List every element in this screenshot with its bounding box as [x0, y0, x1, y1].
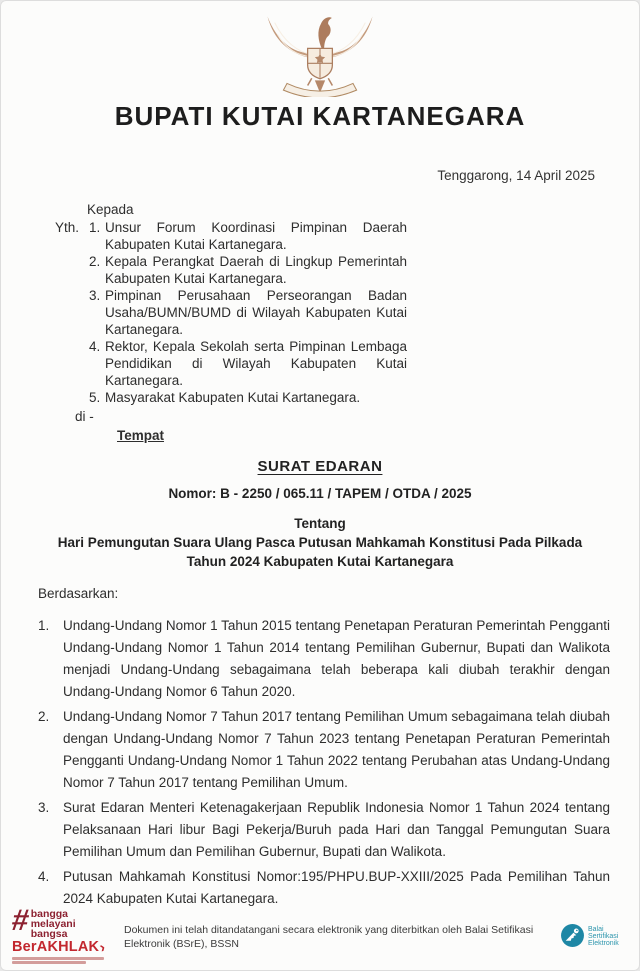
recipient-item — [89, 253, 407, 287]
recipient-number: 4. — [89, 339, 101, 354]
garuda-pancasila-emblem-icon — [253, 8, 387, 97]
recipient-item — [89, 389, 407, 406]
doc-type-title: SURAT EDARAN — [257, 458, 383, 475]
addressee-row — [55, 219, 407, 406]
body-block — [38, 585, 610, 910]
logo-word: melayani — [30, 918, 76, 930]
recipient-number: 5. — [89, 390, 101, 405]
recipient-item — [89, 219, 407, 253]
recipient-number: 2. — [89, 254, 101, 269]
recipient-number: 3. — [89, 288, 101, 303]
recipient-text: Unsur Forum Koordinasi Pimpinan Daerah Kabupaten Kutai Kartanegara. — [105, 220, 407, 252]
tempat-label: Tempat — [117, 428, 165, 443]
legal-item — [38, 797, 610, 863]
legal-item — [38, 615, 610, 703]
recipient-item — [89, 287, 407, 338]
doc-number: Nomor: B - 2250 / 065.11 / TAPEM / OTDA / 2025 — [168, 486, 472, 501]
letterhead-title: BUPATI KUTAI KARTANEGARA — [114, 101, 526, 131]
legal-item-number: 2. — [38, 709, 50, 724]
logo-word: bangga — [30, 908, 69, 920]
legal-item — [38, 866, 610, 910]
legal-item-number: 3. — [38, 800, 50, 815]
chevron-arrow-icon: › — [97, 938, 108, 956]
bsre-seal-icon — [560, 923, 585, 951]
legal-item — [38, 706, 610, 794]
legal-item-text: Putusan Mahkamah Konstitusi Nomor:195/PHPU.BUP-XXIII/2025 Pada Pemilihan Tahun 2024 Kabupaten Kutai Kartanegara. — [63, 869, 610, 906]
addressee-block — [55, 201, 407, 444]
berakhlak-tagline — [12, 957, 114, 964]
bsre-logo — [560, 923, 632, 951]
kepada-label: Kepada — [87, 202, 134, 217]
dateline: Tenggarong, 14 April 2025 — [437, 168, 595, 183]
footer — [9, 904, 632, 965]
logo-word: bangsa — [30, 928, 68, 940]
bangga-melayani-bangsa-logo — [9, 904, 114, 940]
legal-item-text: Surat Edaran Menteri Ketenagakerjaan Republik Indonesia Nomor 1 Tahun 2024 tentang Pelaksanaan Hari libur Bagi Pekerja/Buruh pada Hari dan Tanggal Pemungutan Suara Pemilihan Umum dan Pemilihan Gubernur, Bupati dan Walikota. — [63, 800, 610, 859]
legal-item-number: 4. — [38, 869, 50, 884]
title-block — [0, 458, 640, 571]
letterhead — [0, 0, 640, 130]
legal-item-text: Undang-Undang Nomor 1 Tahun 2015 tentang Penetapan Peraturan Pemerintah Pengganti Undang-Undang Nomor 1 Tahun 2014 tentang Pemilihan Gubernur, Bupati dan Walikota menjadi Undang-Undang sebagaimana telah beberapa kali diubah terakhir dengan Undang-Undang Nomor 6 Tahun 2020. — [63, 618, 610, 699]
recipient-text: Kepala Perangkat Daerah di Lingkup Pemerintah Kabupaten Kutai Kartanegara. — [105, 254, 407, 286]
bsre-label: Balai Sertifikasi Elektronik — [588, 926, 619, 947]
recipient-item — [89, 338, 407, 389]
recipient-text: Rektor, Kepala Sekolah serta Pimpinan Lembaga Pendidikan di Wilayah Kabupaten Kutai Kartanegara. — [105, 339, 407, 388]
tentang-label: Tentang — [294, 516, 346, 531]
legal-item-text: Undang-Undang Nomor 7 Tahun 2017 tentang Pemilihan Umum sebagaimana telah diubah dengan Undang-Undang Nomor 7 Tahun 2023 tentang Penetapan Peraturan Pemerintah Pengganti Undang-Undang Nomor 1 Tahun 2022 tentang Perubahan atas Undang-Undang Nomor 7 Tahun 2017 tentang Pemilihan Umum. — [63, 709, 610, 790]
hashtag-icon: # — [9, 904, 32, 937]
body-lead: Berdasarkan: — [38, 586, 119, 601]
recipient-text: Pimpinan Perusahaan Perseorangan Badan Usaha/BUMN/BUMD di Wilayah Kabupaten Kutai Kartanegara. — [105, 288, 407, 337]
berakhlak-logo — [9, 904, 114, 965]
electronic-signature-statement: Dokumen ini telah ditandatangani secara elektronik yang diterbitkan oleh Balai Setifikasi Elektronik (BSrE), BSSN — [124, 923, 534, 950]
legal-item-number: 1. — [38, 618, 50, 633]
recipient-list — [89, 219, 407, 406]
doc-subject: Hari Pemungutan Suara Ulang Pasca Putusan Mahkamah Konstitusi Pada Pilkada Tahun 2024 Kabupaten Kutai Kartanegara — [57, 535, 583, 569]
recipient-text: Masyarakat Kabupaten Kutai Kartanegara. — [105, 390, 361, 405]
di-label: di - — [75, 409, 94, 424]
yth-label: Yth. — [55, 220, 80, 235]
berakhlak-wordmark: BerAKHLAK — [12, 939, 100, 955]
legal-basis-list — [38, 615, 610, 910]
recipient-number: 1. — [89, 220, 101, 235]
